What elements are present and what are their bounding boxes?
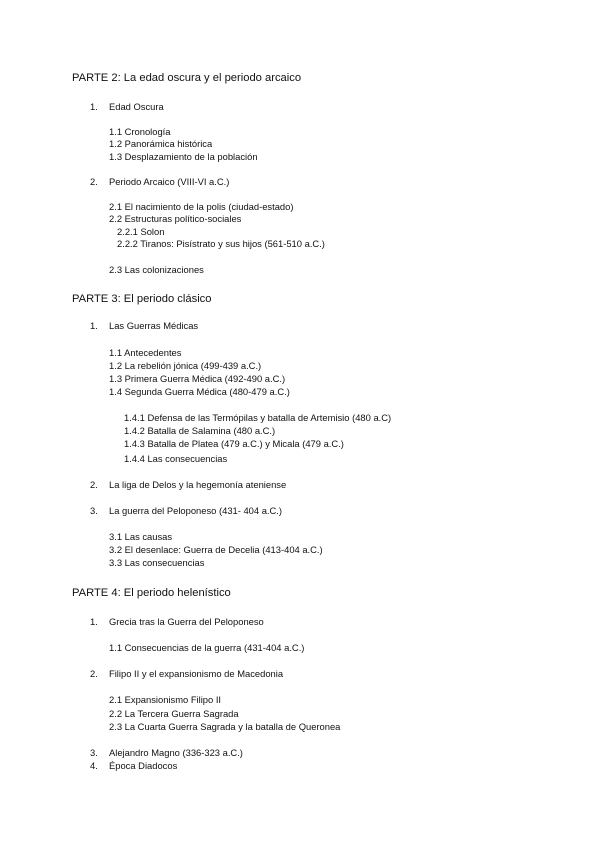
list-subsubitem: 1.4.2 Batalla de Salamina (480 a.C.) xyxy=(124,425,276,436)
list-number: 3. xyxy=(90,505,98,516)
list-subitem: 2.2 La Tercera Guerra Sagrada xyxy=(109,708,239,719)
list-number: 1. xyxy=(90,320,98,331)
list-item: Filipo II y el expansionismo de Macedonia xyxy=(109,668,284,679)
list-subitem: 3.1 Las causas xyxy=(109,531,173,542)
list-number: 4. xyxy=(90,760,98,771)
list-number: 2. xyxy=(90,668,98,679)
list-subitem: 1.1 Consecuencias de la guerra (431-404 a.C.) xyxy=(109,642,305,653)
list-subitem: 1.2 Panorámica histórica xyxy=(109,138,213,149)
list-subsubitem: 2.2.2 Tiranos: Pisístrato y sus hijos (561-510 a.C.) xyxy=(117,238,325,249)
list-subsubitem: 2.2.1 Solon xyxy=(117,226,165,237)
list-subitem: 1.3 Desplazamiento de la población xyxy=(109,151,258,162)
list-item: Alejandro Magno (336-323 a.C.) xyxy=(109,747,243,758)
list-item: La guerra del Peloponeso (431- 404 a.C.) xyxy=(109,505,283,516)
section-heading-parte-3: PARTE 3: El periodo clásico xyxy=(72,293,212,305)
list-item: Grecia tras la Guerra del Peloponeso xyxy=(109,616,264,627)
list-subitem: 3.3 Las consecuencias xyxy=(109,557,205,568)
list-item: Periodo Arcaico (VIII-VI a.C.) xyxy=(109,176,230,187)
section-heading-parte-4: PARTE 4: El periodo helenístico xyxy=(72,587,231,599)
list-subsubitem: 1.4.4 Las consecuencias xyxy=(124,453,228,464)
list-subitem: 1.1 Antecedentes xyxy=(109,347,182,358)
list-subitem: 2.1 El nacimiento de la polis (ciudad-estado) xyxy=(109,201,294,212)
section-heading-parte-2: PARTE 2: La edad oscura y el periodo arcaico xyxy=(72,72,302,84)
list-subitem: 3.2 El desenlace: Guerra de Decelia (413-404 a.C.) xyxy=(109,544,323,555)
list-number: 3. xyxy=(90,747,98,758)
list-subitem: 2.3 La Cuarta Guerra Sagrada y la batalla de Queronea xyxy=(109,721,341,732)
list-item: La liga de Delos y la hegemonía ateniense xyxy=(109,479,287,490)
list-subitem: 2.2 Estructuras político-sociales xyxy=(109,213,242,224)
list-item: Las Guerras Médicas xyxy=(109,320,199,331)
list-number: 1. xyxy=(90,101,98,112)
list-item: Edad Oscura xyxy=(109,101,164,112)
list-subsubitem: 1.4.1 Defensa de las Termópilas y batalla de Artemisio (480 a.C) xyxy=(124,412,392,423)
list-subsubitem: 1.4.3 Batalla de Platea (479 a.C.) y Micala (479 a.C.) xyxy=(124,438,344,449)
list-number: 1. xyxy=(90,616,98,627)
list-subitem: 2.1 Expansionismo Filipo II xyxy=(109,694,222,705)
list-subitem: 1.4 Segunda Guerra Médica (480-479 a.C.) xyxy=(109,386,290,397)
list-item: Época Diadocos xyxy=(109,760,178,771)
list-number: 2. xyxy=(90,176,98,187)
list-subitem: 2.3 Las colonizaciones xyxy=(109,264,204,275)
list-subitem: 1.3 Primera Guerra Médica (492-490 a.C.) xyxy=(109,373,286,384)
list-subitem: 1.1 Cronología xyxy=(109,126,171,137)
list-subitem: 1.2 La rebelión jónica (499-439 a.C.) xyxy=(109,360,262,371)
list-number: 2. xyxy=(90,479,98,490)
